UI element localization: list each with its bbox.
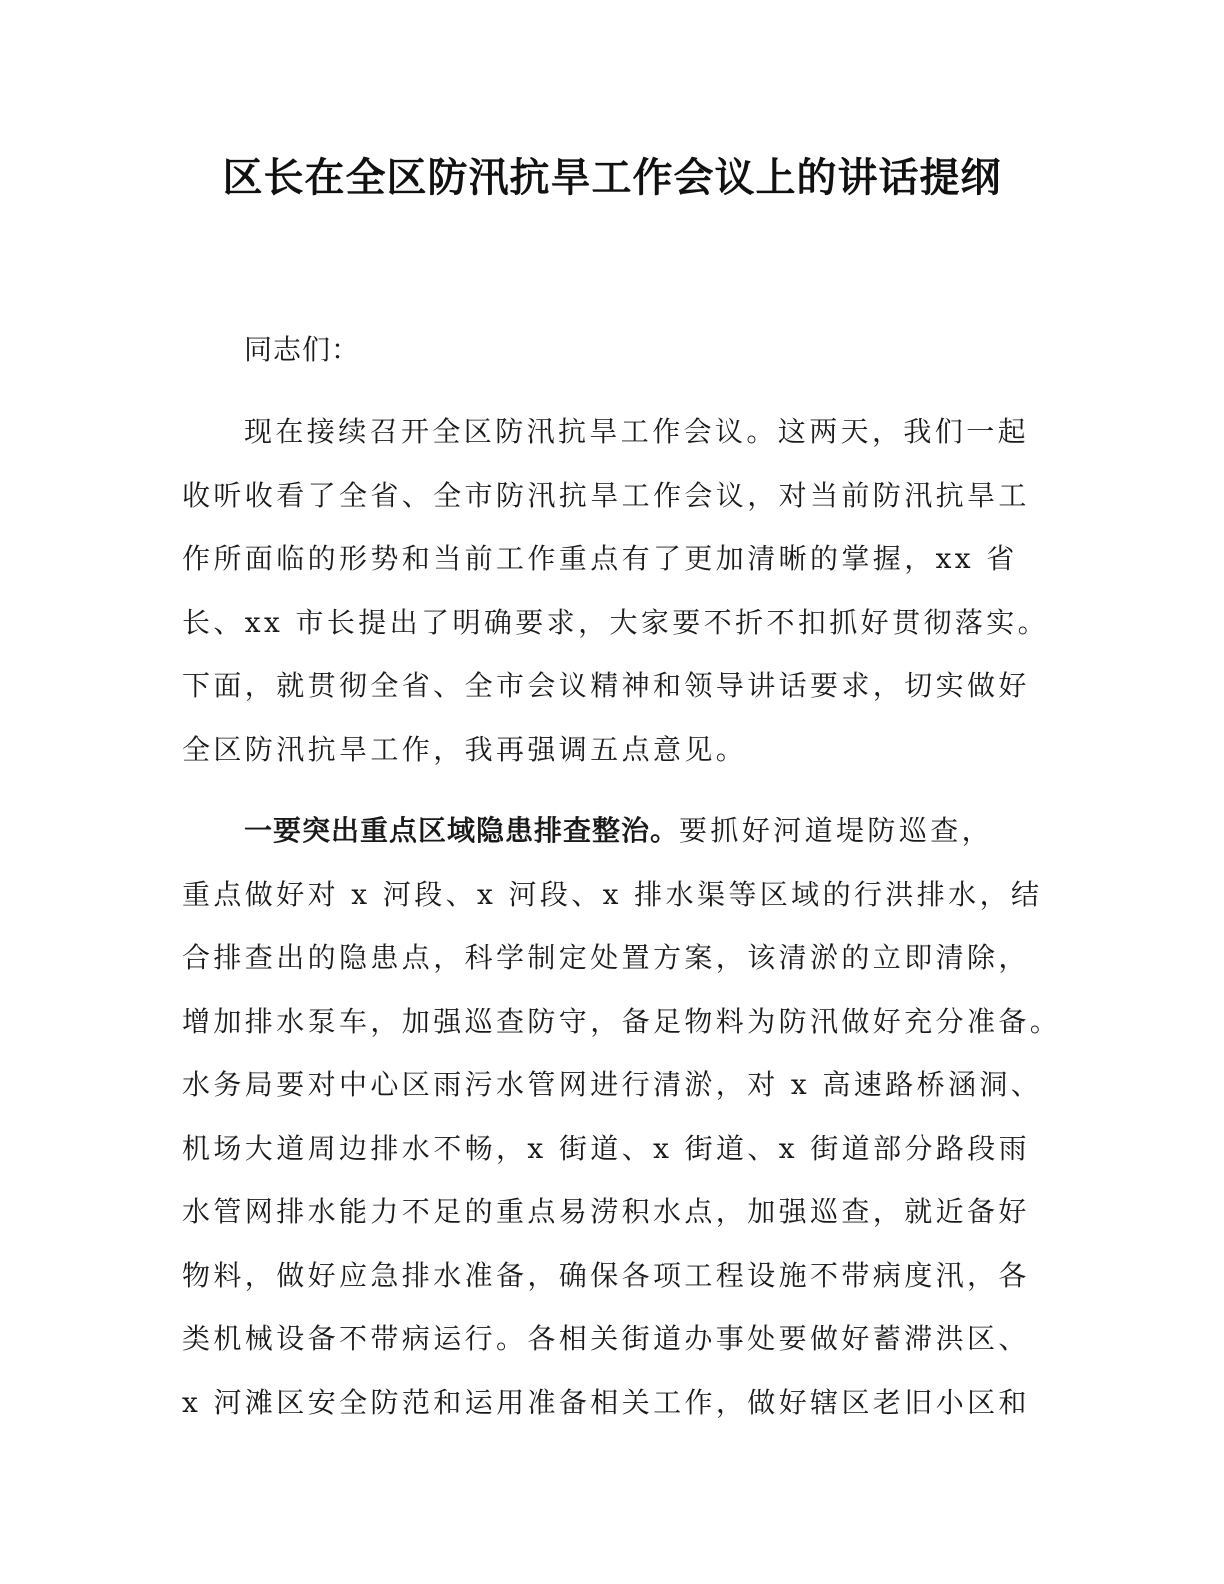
document-title: 区长在全区防汛抗旱工作会议上的讲话提纲 <box>222 155 1002 201</box>
paragraph-line: 增加排水泵车，加强巡查防守，备足物料为防汛做好充分准备。 <box>182 1004 1062 1038</box>
paragraph-line: 机场大道周边排水不畅，x 街道、x 街道、x 街道部分路段雨 <box>182 1131 1031 1165</box>
paragraph-line: x 河滩区安全防范和运用准备相关工作，做好辖区老旧小区和 <box>182 1385 1030 1419</box>
paragraph-line: 合排查出的隐患点，科学制定处置方案，该清淤的立即清除， <box>182 941 1030 974</box>
paragraph-line: 水务局要对中心区雨污水管网进行清淤，对 x 高速路桥涵洞、 <box>182 1068 1043 1101</box>
paragraph-line: 全区防汛抗旱工作，我再强调五点意见。 <box>182 732 748 766</box>
paragraph-line: 长、xx 市长提出了明确要求，大家要不折不扣抓好贯彻落实。 <box>182 605 1050 639</box>
intro-paragraph <box>182 400 1062 781</box>
document-body <box>182 318 1062 1452</box>
section-1-heading: 一要突出重点区域隐患排查整治。 <box>244 814 680 847</box>
paragraph-line: 物料，做好应急排水准备，确保各项工程设施不带病度汛，各 <box>182 1258 1030 1292</box>
section-1-first-line-text: 要抓好河道堤防巡查， <box>679 814 994 847</box>
paragraph-line: 重点做好对 x 河段、x 河段、x 排水渠等区域的行洪排水，结 <box>182 877 1043 911</box>
paragraph-line: 收听收看了全省、全市防汛抗旱工作会议，对当前防汛抗旱工 <box>182 478 1030 512</box>
paragraph-line: 类机械设备不带病运行。各相关街道办事处要做好蓄滞洪区、 <box>182 1322 1030 1355</box>
paragraph-line: 下面，就贯彻全省、全市会议精神和领导讲话要求，切实做好 <box>182 669 1030 702</box>
section-1-first-line <box>182 799 1062 863</box>
section-1-paragraph <box>182 799 1062 1434</box>
paragraph-line: 作所面临的形势和当前工作重点有了更加清晰的掌握，xx 省 <box>182 542 1018 575</box>
greeting: 同志们： <box>244 333 361 366</box>
paragraph-line: 水管网排水能力不足的重点易涝积水点，加强巡查，就近备好 <box>182 1195 1030 1228</box>
paragraph-line: 现在接续召开全区防汛抗旱工作会议。这两天，我们一起 <box>244 415 1030 448</box>
